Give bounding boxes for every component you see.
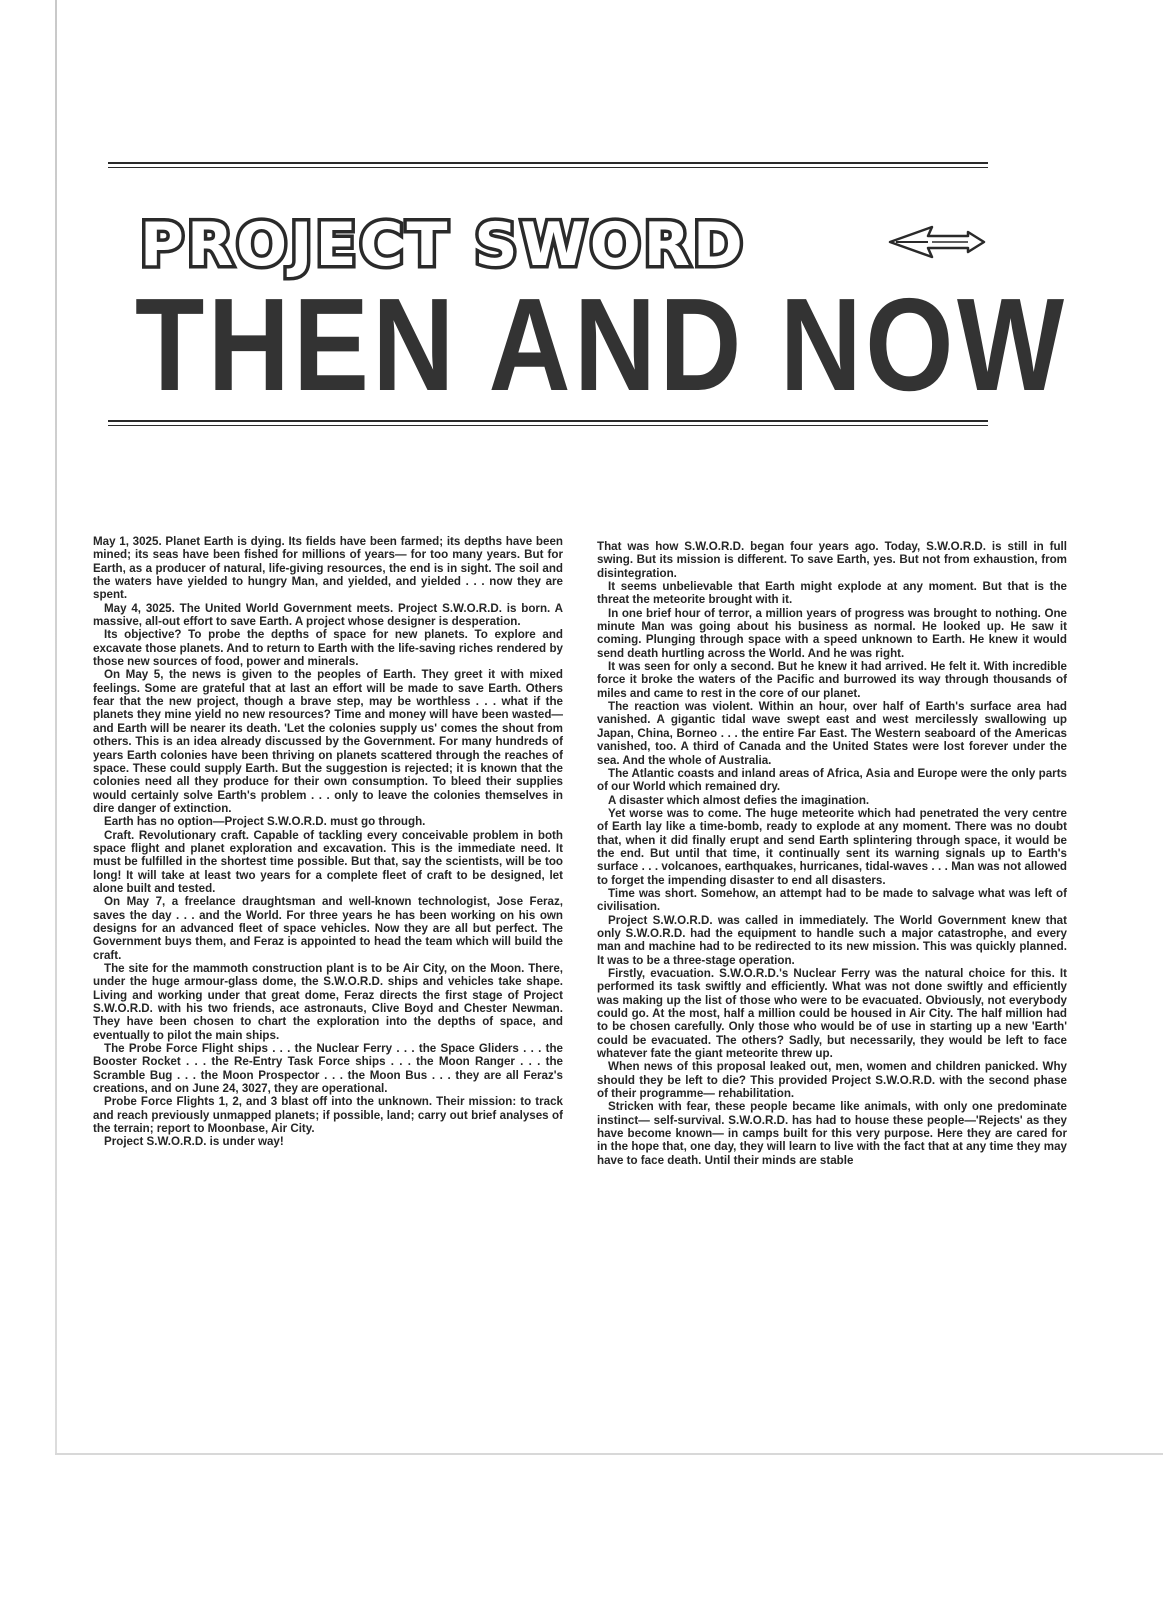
article-paragraph: It was seen for only a second. But he knew it had arrived. He felt it. With incredible force it broke the waters of the Pacific and burrowed its way through thousands of miles and came to rest in the core of our planet. — [597, 660, 1067, 700]
article-paragraph: Stricken with fear, these people became like animals, with only one predominate instinct— self-survival. S.W.O.R.D. has had to house these people—'Rejects' as they have become known— in camps built for this very purpose. Here they are cared for in the hope that, one day, they will learn to live with the fact that at any time they may have to face death. Until their minds are stable — [597, 1100, 1067, 1167]
article-paragraph: Project S.W.O.R.D. was called in immediately. The World Government knew that only S.W.O.R.D. had the equipment to handle such a major catastrophe, and every man and machine had to be redirected to its new mission. This was quickly planned. It was to be a three-stage operation. — [597, 913, 1067, 967]
article-right-column — [597, 540, 1067, 1167]
title-then-and-now: THEN AND NOW — [135, 271, 1068, 418]
article-paragraph: Probe Force Flights 1, 2, and 3 blast off into the unknown. Their mission: to track and reach previously unmapped planets; if possible, land; carry out brief analyses of the terrain; report to Moonbase, Air City. — [93, 1095, 563, 1136]
title-project-sword: PROJECT SWORD — [140, 210, 746, 280]
article-paragraph: On May 7, a freelance draughtsman and well-known technologist, Jose Feraz, saves the day . . . and the World. For three years he has been working on his own designs for an advanced fleet of space vehicles. Now they are all but perfect. The Government buys them, and Feraz is appointed to head the team which will build the craft. — [93, 895, 563, 962]
article-paragraph: A disaster which almost defies the imagination. — [608, 793, 870, 807]
article-paragraph: Its objective? To probe the depths of space for new planets. To explore and excavate those planets. And to return to Earth with the life-saving riches rendered by those new sources of food, power and minerals. — [93, 628, 563, 669]
article-left-column — [93, 535, 563, 1149]
article-paragraph: When news of this proposal leaked out, men, women and children panicked. Why should they be left to die? This provided Project S.W.O.R.D. with the second phase of their programme— rehabilitation. — [597, 1060, 1067, 1101]
article-paragraph: The Atlantic coasts and inland areas of Africa, Asia and Europe were the only parts of our World which remained dry. — [597, 766, 1067, 794]
article-paragraph: Firstly, evacuation. S.W.O.R.D.'s Nuclear Ferry was the natural choice for this. It performed its task swiftly and efficiently. What was not done swiftly and efficiently was making up the list of those who were to be evacuated. Obviously, not everybody could go. At the most, half a million could be housed in Air City. The half million had to be chosen carefully. Only those who would be of use in starting up a new 'Earth' could be evacuated. The others? Sadly, but necessarily, they would be left to face whatever fate the giant meteorite threw up. — [597, 967, 1067, 1061]
article-paragraph: Time was short. Somehow, an attempt had to be made to salvage what was left of civilisation. — [597, 886, 1067, 914]
article-paragraph: That was how S.W.O.R.D. began four years ago. Today, S.W.O.R.D. is still in full swing. But its mission is different. To save Earth, yes. But not from exhaustion, from disintegration. — [597, 540, 1067, 580]
article-paragraph: On May 5, the news is given to the peoples of Earth. They greet it with mixed feelings. Some are grateful that at last an effort will be made to save Earth. Others fear that the new project, though a brave step, may be worthless . . . what if the planets they mine yield no new resources? Time and money will have been wasted— and Earth will be nearer its death. 'Let the colonies supply us' comes the shout from others. This is an idea already discussed by the Government. For many hundreds of years Earth colonies have been thriving on planets scattered through the reaches of space. These could supply Earth. But the suggestion is rejected; it is known that the colonies need all they produce for their own consumption. To bleed their supplies would certainly solve Earth's problem . . . only to leave the colonies themselves in dire danger of extinction. — [93, 668, 563, 815]
page-edge-bottom — [55, 1453, 1163, 1455]
bottom-rule — [108, 420, 988, 426]
article-paragraph: It seems unbelievable that Earth might explode at any moment. But that is the threat the meteorite brought with it. — [597, 580, 1067, 607]
article-paragraph: May 4, 3025. The United World Government meets. Project S.W.O.R.D. is born. A massive, all-out effort to save Earth. A project whose designer is desperation. — [93, 601, 563, 629]
article-paragraph: In one brief hour of terror, a million years of progress was brought to nothing. One minute Man was going about his business as normal. He looked up. He saw it coming. Plunging through space with a speed unknown to Earth. He knew it would send death hurtling across the World. And he was right. — [597, 606, 1067, 660]
article-paragraph: Craft. Revolutionary craft. Capable of tackling every conceivable problem in both space flight and planet exploration and excavation. This is the immediate need. It must be fulfilled in the shortest time possible. But that, say the scientists, will be too long! It will take at least two years for a complete fleet of craft to be designed, let alone built and tested. — [93, 828, 563, 895]
article-paragraph: Project S.W.O.R.D. is under way! — [104, 1135, 284, 1149]
article-paragraph: The reaction was violent. Within an hour, over half of Earth's surface area had vanished. A gigantic tidal wave swept east and west mercilessly swallowing up Japan, China, Borneo . . . the entire Far East. The Western seaboard of the Americas vanished, too. A third of Canada and the United States were lost forever under the sea. And the whole of Australia. — [597, 700, 1067, 767]
article-paragraph: The Probe Force Flight ships . . . the Nuclear Ferry . . . the Space Gliders . . . the Booster Rocket . . . the Re-Entry Task Force ships . . . the Moon Ranger . . . the Scramble Bug . . . the Moon Prospector . . . the Moon Bus . . . they are all Feraz's creations, and on June 24, 3027, they are operational. — [93, 1042, 563, 1096]
article-paragraph: The site for the mammoth construction plant is to be Air City, on the Moon. There, under the huge armour-glass dome, the S.W.O.R.D. ships and vehicles take shape. Living and working under that great dome, Feraz directs the first stage of Project S.W.O.R.D. with his two friends, ace astronauts, Clive Boyd and Chester Newman. They have been chosen to chart the exploration into the depths of space, and eventually to pilot the main ships. — [93, 962, 563, 1042]
sword-arrow-icon — [888, 222, 988, 262]
article-paragraph: May 1, 3025. Planet Earth is dying. Its fields have been farmed; its depths have been mined; its seas have been fished for millions of years— for too many years. But for Earth, as a producer of natural, life-giving resources, the end is in sight. The soil and the waters have yielded to hungry Man, and yielded, and yielded . . . now they are spent. — [93, 535, 563, 602]
page-edge-left — [55, 0, 57, 1455]
article-paragraph: Yet worse was to come. The huge meteorite which had penetrated the very centre of Earth lay like a time-bomb, ready to explode at any moment. There was no doubt that, when it did finally erupt and send Earth splintering through space, it would be the end. But until that time, it continually sent its warning signals up to Earth's surface . . . volcanoes, earthquakes, hurricanes, tidal-waves . . . Man was not allowed to forget the impending disaster to end all disasters. — [597, 806, 1067, 887]
article-paragraph: Earth has no option—Project S.W.O.R.D. must go through. — [104, 815, 426, 829]
top-rule — [108, 162, 988, 168]
